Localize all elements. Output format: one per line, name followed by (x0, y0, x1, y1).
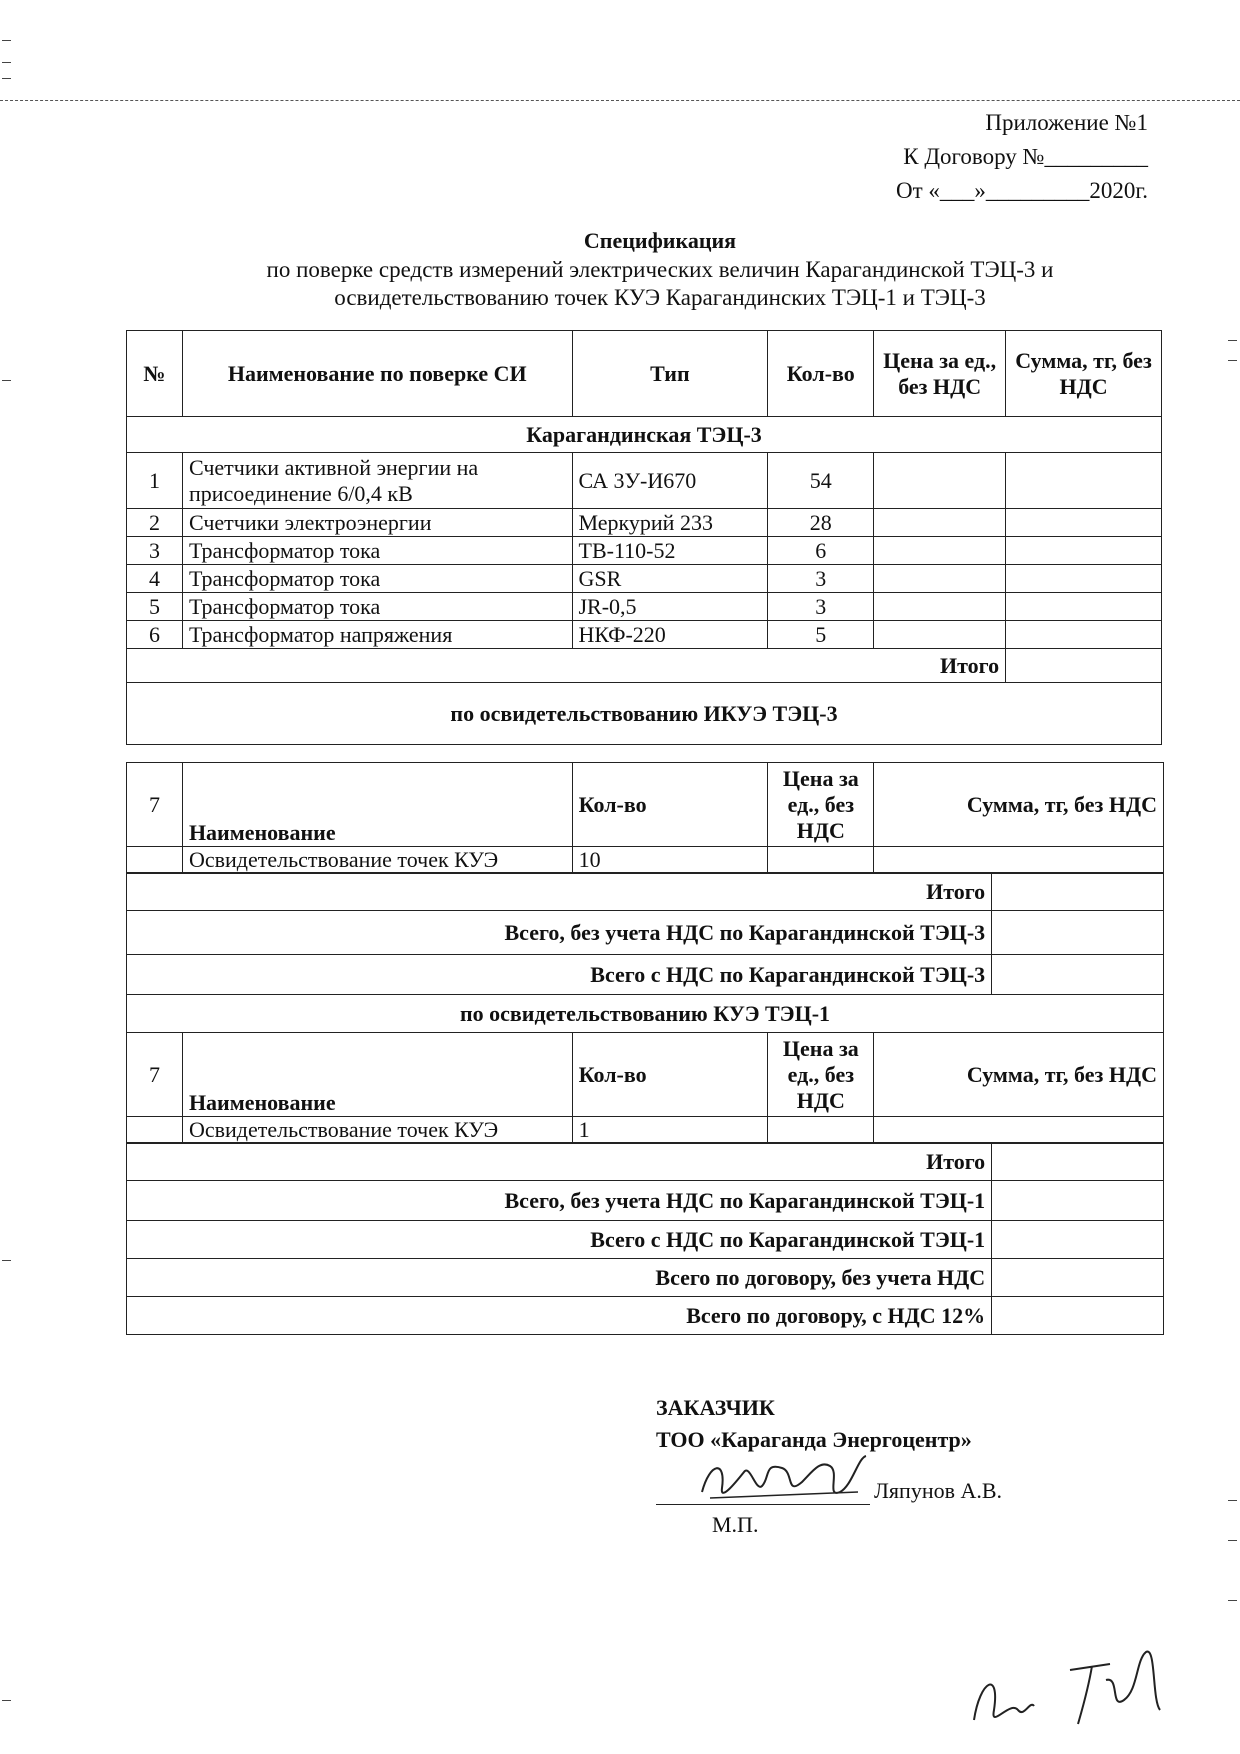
ikue3-total-label: Итого (127, 873, 992, 911)
table-row (127, 621, 1162, 649)
contract-total-vat-label: Всего по договору, с НДС 12% (127, 1297, 992, 1335)
row-qty: 6 (768, 537, 874, 565)
total-row (127, 1143, 1164, 1181)
contract-date: От «___»_________2020г. (895, 178, 1148, 203)
row-sum (1006, 453, 1162, 509)
table-row (127, 1117, 1164, 1144)
kue1-header-row (127, 1033, 1164, 1117)
total-row (127, 649, 1162, 683)
customer-signature-block (656, 1392, 972, 1456)
tec1-total-no-vat-value (992, 1181, 1164, 1221)
row-sum (1006, 565, 1162, 593)
table-row (127, 453, 1162, 509)
row-type: JR-0,5 (572, 593, 768, 621)
total-row (127, 1297, 1164, 1335)
tec3-total-no-vat-label: Всего, без учета НДС по Карагандинской ТЭЦ-3 (127, 911, 992, 955)
contract-total-no-vat-label: Всего по договору, без учета НДС (127, 1259, 992, 1297)
contract-number: К Договору №_________ (903, 144, 1148, 169)
tec1-total-vat-value (992, 1221, 1164, 1259)
table-header-row (127, 331, 1162, 417)
ikue3-header-row (127, 763, 1164, 847)
document-title (150, 226, 1170, 312)
total-row (127, 911, 1164, 955)
section-row (127, 683, 1162, 745)
ikue3-row-num (127, 847, 183, 874)
ikue3-total-value (992, 873, 1164, 911)
row-name: Трансформатор напряжения (182, 621, 572, 649)
kue1-total-label: Итого (127, 1143, 992, 1181)
tec1-total-no-vat-label: Всего, без учета НДС по Карагандинской ТЭЦ-1 (127, 1181, 992, 1221)
signer-name: Ляпунов А.В. (874, 1478, 1003, 1503)
header-qty: Кол-во (768, 331, 874, 417)
row-sum (1006, 593, 1162, 621)
ikue3-row-qty: 10 (572, 847, 768, 874)
table-row (127, 537, 1162, 565)
total-row (127, 1259, 1164, 1297)
row-name: Трансформатор тока (182, 565, 572, 593)
tec3-total-vat-label: Всего с НДС по Карагандинской ТЭЦ-3 (127, 955, 992, 995)
kue1-totals (126, 1142, 1164, 1335)
row-price (874, 509, 1006, 537)
title-subtitle-line2: освидетельствованию точек КУЭ Карагандинских ТЭЦ-1 и ТЭЦ-3 (334, 285, 986, 310)
title-subtitle-line1: по поверке средств измерений электрических величин Карагандинской ТЭЦ-3 и (266, 257, 1054, 282)
stamp-place-label: М.П. (712, 1512, 759, 1537)
ikue3-header-price: Цена за ед., без НДС (768, 763, 874, 847)
ikue3-row-name: Освидетельствование точек КУЭ (182, 847, 572, 874)
row-num: 3 (127, 537, 183, 565)
row-price (874, 537, 1006, 565)
row-sum (1006, 621, 1162, 649)
ikue3-header-name: Наименование (182, 763, 572, 847)
table-row (127, 565, 1162, 593)
header-type: Тип (572, 331, 768, 417)
tec3-total-no-vat-value (992, 911, 1164, 955)
customer-role: ЗАКАЗЧИК (656, 1395, 775, 1420)
tec1-total-vat-label: Всего с НДС по Карагандинской ТЭЦ-1 (127, 1221, 992, 1259)
row-name: Трансформатор тока (182, 537, 572, 565)
tec3-total-vat-value (992, 955, 1164, 995)
table-row (127, 847, 1164, 874)
row-num: 1 (127, 453, 183, 509)
row-num: 4 (127, 565, 183, 593)
right-edge-marks (1226, 0, 1240, 1754)
ikue3-header-qty: Кол-во (572, 763, 768, 847)
page-separator-line (0, 100, 1240, 101)
row-name: Счетчики электроэнергии (182, 509, 572, 537)
signature-line (656, 1504, 870, 1505)
row-num: 2 (127, 509, 183, 537)
header-num: № (127, 331, 183, 417)
kue1-row-name: Освидетельствование точек КУЭ (182, 1117, 572, 1144)
kue1-row-price (768, 1117, 874, 1144)
total-row (127, 955, 1164, 995)
total-row (127, 873, 1164, 911)
row-qty: 3 (768, 593, 874, 621)
total-value (1006, 649, 1162, 683)
kue1-header-name: Наименование (182, 1033, 572, 1117)
row-type: Меркурий 233 (572, 509, 768, 537)
appendix-header (896, 106, 1148, 208)
kue1-row-sum (874, 1117, 1164, 1144)
row-sum (1006, 509, 1162, 537)
verification-table (126, 330, 1162, 745)
ikue3-row-price (768, 847, 874, 874)
total-row (127, 1181, 1164, 1221)
row-num: 5 (127, 593, 183, 621)
row-type: НКФ-220 (572, 621, 768, 649)
ikue3-table (126, 762, 1164, 874)
row-price (874, 453, 1006, 509)
section-title-kue1: по освидетельствованию КУЭ ТЭЦ-1 (127, 995, 1164, 1033)
header-sum: Сумма, тг, без НДС (1006, 331, 1162, 417)
kue1-row-qty: 1 (572, 1117, 768, 1144)
contract-total-no-vat-value (992, 1259, 1164, 1297)
kue1-header-qty: Кол-во (572, 1033, 768, 1117)
contract-total-vat-value (992, 1297, 1164, 1335)
row-qty: 3 (768, 565, 874, 593)
ikue3-num: 7 (127, 763, 183, 847)
section-row (127, 417, 1162, 453)
handwritten-initials (960, 1640, 1180, 1740)
kue1-row-num (127, 1117, 183, 1144)
section-title-ikue3: по освидетельствованию ИКУЭ ТЭЦ-3 (127, 683, 1162, 745)
row-name: Трансформатор тока (182, 593, 572, 621)
kue1-total-value (992, 1143, 1164, 1181)
row-price (874, 593, 1006, 621)
ikue3-header-sum: Сумма, тг, без НДС (874, 763, 1164, 847)
total-label: Итого (127, 649, 1006, 683)
section-row (127, 995, 1164, 1033)
header-price: Цена за ед., без НДС (874, 331, 1006, 417)
kue1-header-sum: Сумма, тг, без НДС (874, 1033, 1164, 1117)
row-num: 6 (127, 621, 183, 649)
row-type: ТВ-110-52 (572, 537, 768, 565)
row-qty: 54 (768, 453, 874, 509)
ikue3-totals (126, 872, 1164, 1033)
table-row (127, 509, 1162, 537)
section-title: Карагандинская ТЭЦ-3 (127, 417, 1162, 453)
customer-company: ТОО «Караганда Энергоцентр» (656, 1427, 972, 1452)
appendix-number: Приложение №1 (985, 110, 1148, 135)
left-edge-marks (0, 0, 14, 1754)
kue1-num: 7 (127, 1033, 183, 1117)
kue1-table (126, 1032, 1164, 1144)
row-name: Счетчики активной энергии на присоединение 6/0,4 кВ (182, 453, 572, 509)
row-type: GSR (572, 565, 768, 593)
row-sum (1006, 537, 1162, 565)
ikue3-row-sum (874, 847, 1164, 874)
header-name: Наименование по поверке СИ (182, 331, 572, 417)
row-qty: 28 (768, 509, 874, 537)
total-row (127, 1221, 1164, 1259)
row-type: СА 3У-И670 (572, 453, 768, 509)
kue1-header-price: Цена за ед., без НДС (768, 1033, 874, 1117)
title-heading: Спецификация (583, 228, 737, 253)
row-qty: 5 (768, 621, 874, 649)
table-row (127, 593, 1162, 621)
row-price (874, 565, 1006, 593)
row-price (874, 621, 1006, 649)
